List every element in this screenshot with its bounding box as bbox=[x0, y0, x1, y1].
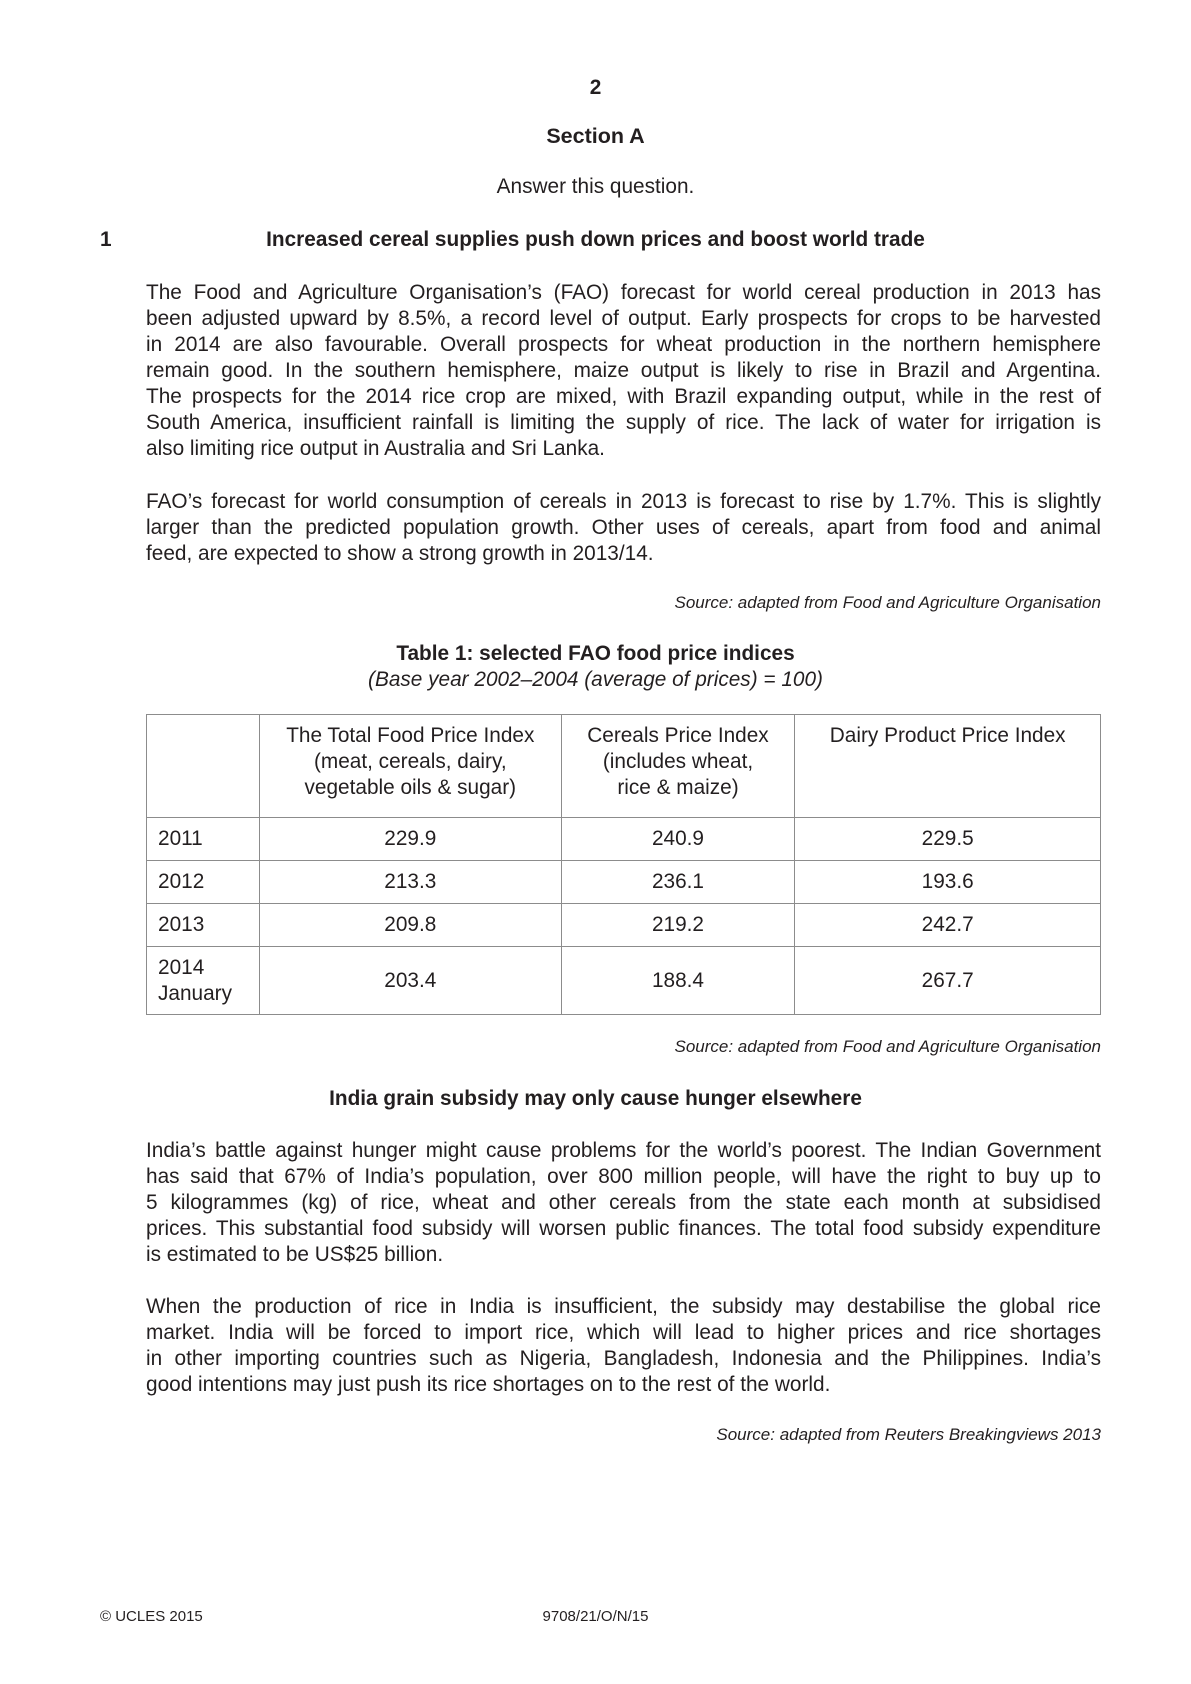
article2-paragraph-2 bbox=[146, 1294, 1101, 1398]
table-header-cell bbox=[561, 715, 795, 818]
table-cell: 209.8 bbox=[259, 904, 561, 947]
text-line: been adjusted upward by 8.5%, a record level of output. Early prospects for crops to be harvested bbox=[146, 307, 1101, 330]
article1-paragraph-2 bbox=[146, 489, 1101, 567]
text-line: larger than the predicted population growth. Other uses of cereals, apart from food and animal bbox=[146, 516, 1101, 539]
table-cell: 219.2 bbox=[561, 904, 795, 947]
year-cell bbox=[147, 947, 260, 1015]
table-cell: 188.4 bbox=[561, 947, 795, 1015]
year-cell: 2012 bbox=[147, 861, 260, 904]
table-cell: 240.9 bbox=[561, 818, 795, 861]
question-number: 1 bbox=[100, 228, 112, 251]
article2-source: Source: adapted from Reuters Breakingviews 2013 bbox=[716, 1425, 1101, 1444]
text-line: good intentions may just push its rice shortages on to the rest of the world. bbox=[146, 1373, 831, 1396]
text-line: in other importing countries such as Nigeria, Bangladesh, Indonesia and the Philippines. India’s bbox=[146, 1347, 1101, 1370]
table-row bbox=[147, 947, 1101, 1015]
paper-code: 9708/21/O/N/15 bbox=[542, 1608, 649, 1625]
text-line: 5 kilogrammes (kg) of rice, wheat and other cereals from the state each month at subsidised bbox=[146, 1191, 1101, 1214]
table-cell: 236.1 bbox=[561, 861, 795, 904]
header-line: rice & maize) bbox=[617, 776, 739, 799]
header-line: (meat, cereals, dairy, bbox=[313, 750, 507, 773]
header-line: Cereals Price Index bbox=[587, 724, 769, 747]
page-number: 2 bbox=[589, 76, 602, 99]
instruction: Answer this question. bbox=[496, 175, 695, 198]
table-cell: 267.7 bbox=[795, 947, 1101, 1015]
article1-paragraph-1 bbox=[146, 280, 1101, 462]
table-subtitle: (Base year 2002–2004 (average of prices) = 100) bbox=[368, 668, 823, 691]
article1-source: Source: adapted from Food and Agriculture Organisation bbox=[674, 593, 1101, 612]
table-source: Source: adapted from Food and Agriculture Organisation bbox=[674, 1037, 1101, 1056]
table-cell: 193.6 bbox=[795, 861, 1101, 904]
header-line: The Total Food Price Index bbox=[286, 724, 535, 747]
table-title: Table 1: selected FAO food price indices bbox=[396, 642, 795, 665]
text-line: remain good. In the southern hemisphere, maize output is likely to rise in Brazil and Argentina. bbox=[146, 359, 1101, 382]
text-line: When the production of rice in India is insufficient, the subsidy may destabilise the global rice bbox=[146, 1295, 1101, 1318]
table-cell: 242.7 bbox=[795, 904, 1101, 947]
table-cell: 203.4 bbox=[259, 947, 561, 1015]
copyright: © UCLES 2015 bbox=[100, 1608, 203, 1625]
table-header-row bbox=[147, 715, 1101, 818]
text-line: market. India will be forced to import rice, which will lead to higher prices and rice shortages bbox=[146, 1321, 1101, 1344]
header-line: vegetable oils & sugar) bbox=[304, 776, 517, 799]
header-line: Dairy Product Price Index bbox=[829, 724, 1066, 747]
article2-paragraph-1 bbox=[146, 1138, 1101, 1268]
text-line: is estimated to be US$25 billion. bbox=[146, 1243, 444, 1266]
text-line: South America, insufficient rainfall is limiting the supply of rice. The lack of water for irrigation is bbox=[146, 411, 1101, 434]
table-header-cell bbox=[259, 715, 561, 818]
text-line: has said that 67% of India’s population, over 800 million people, will have the right to buy up to bbox=[146, 1165, 1101, 1188]
text-line: FAO’s forecast for world consumption of cereals in 2013 is forecast to rise by 1.7%. This is slightly bbox=[146, 490, 1101, 513]
text-line: India’s battle against hunger might cause problems for the world’s poorest. The Indian Government bbox=[146, 1139, 1101, 1162]
table-row bbox=[147, 861, 1101, 904]
table-cell: 229.5 bbox=[795, 818, 1101, 861]
text-line: The prospects for the 2014 rice crop are mixed, with Brazil expanding output, while in the rest of bbox=[146, 385, 1101, 408]
table-row bbox=[147, 818, 1101, 861]
article1-heading: Increased cereal supplies push down prices and boost world trade bbox=[266, 228, 925, 251]
text-line: feed, are expected to show a strong growth in 2013/14. bbox=[146, 542, 654, 565]
table-cell: 213.3 bbox=[259, 861, 561, 904]
year-cell: 2011 bbox=[147, 818, 260, 861]
article2-heading: India grain subsidy may only cause hunger elsewhere bbox=[329, 1087, 862, 1110]
year-line: January bbox=[158, 981, 232, 1005]
header-line: (includes wheat, bbox=[602, 750, 754, 773]
table-row bbox=[147, 904, 1101, 947]
table-header-cell bbox=[795, 715, 1101, 818]
year-cell: 2013 bbox=[147, 904, 260, 947]
table-cell: 229.9 bbox=[259, 818, 561, 861]
text-line: also limiting rice output in Australia and Sri Lanka. bbox=[146, 437, 605, 460]
table-header-cell bbox=[147, 715, 260, 818]
text-line: in 2014 are also favourable. Overall prospects for wheat production in the northern hemisphere bbox=[146, 333, 1101, 356]
year-line: 2014 bbox=[158, 955, 205, 979]
section-title: Section A bbox=[546, 124, 645, 148]
text-line: prices. This substantial food subsidy will worsen public finances. The total food subsidy expenditure bbox=[146, 1217, 1101, 1240]
text-line: The Food and Agriculture Organisation’s (FAO) forecast for world cereal production in 2013 has bbox=[146, 281, 1101, 304]
price-index-table bbox=[146, 714, 1101, 1015]
